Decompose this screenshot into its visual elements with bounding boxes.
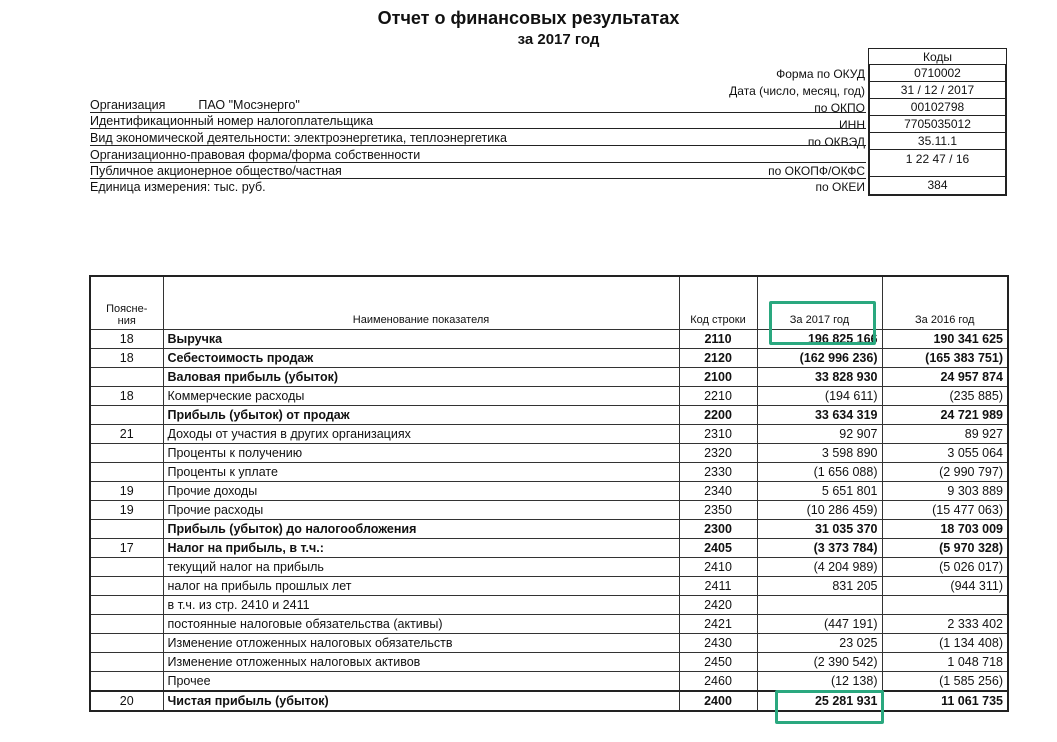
column-header-2016: За 2016 год: [882, 276, 1008, 330]
table-row: [90, 501, 1008, 520]
table-row: [90, 368, 1008, 387]
row-name: Прочие расходы: [163, 501, 679, 520]
row-name: Коммерческие расходы: [163, 387, 679, 406]
okud-value: 0710002: [870, 65, 1005, 82]
row-note: [90, 463, 163, 482]
financial-results-table: [89, 275, 1009, 712]
row-code: 2120: [679, 349, 757, 368]
table-row: [90, 653, 1008, 672]
row-value-2016: (1 585 256): [882, 672, 1008, 692]
inn-value: 7705035012: [870, 116, 1005, 133]
row-code: 2110: [679, 330, 757, 349]
row-value-2017: 5 651 801: [757, 482, 882, 501]
row-name: Валовая прибыль (убыток): [163, 368, 679, 387]
row-code: 2405: [679, 539, 757, 558]
row-value-2017: 33 828 930: [757, 368, 882, 387]
row-note: [90, 406, 163, 425]
row-note: [90, 615, 163, 634]
column-header-code: Код строки: [679, 276, 757, 330]
codes-heading: Коды: [868, 48, 1007, 65]
row-value-2017: (162 996 236): [757, 349, 882, 368]
table-row: [90, 691, 1008, 711]
row-name: Прибыль (убыток) до налогообложения: [163, 520, 679, 539]
row-name: текущий налог на прибыль: [163, 558, 679, 577]
row-name: Себестоимость продаж: [163, 349, 679, 368]
row-value-2017: (4 204 989): [757, 558, 882, 577]
row-value-2016: 89 927: [882, 425, 1008, 444]
row-value-2017: [757, 596, 882, 615]
row-value-2016: (5 970 328): [882, 539, 1008, 558]
row-note: 18: [90, 330, 163, 349]
row-code: 2330: [679, 463, 757, 482]
row-name: Чистая прибыль (убыток): [163, 691, 679, 711]
row-value-2017: 31 035 370: [757, 520, 882, 539]
okopf-label: по ОКОПФ/ОКФС: [768, 164, 865, 178]
okved-label: по ОКВЭД: [807, 135, 865, 149]
column-header-name: Наименование показателя: [163, 276, 679, 330]
row-note: 18: [90, 349, 163, 368]
row-name: Выручка: [163, 330, 679, 349]
row-value-2016: (5 026 017): [882, 558, 1008, 577]
row-value-2016: 1 048 718: [882, 653, 1008, 672]
row-value-2017: 25 281 931: [757, 691, 882, 711]
row-value-2016: 11 061 735: [882, 691, 1008, 711]
row-name: Проценты к получению: [163, 444, 679, 463]
row-value-2016: (165 383 751): [882, 349, 1008, 368]
okud-label: Форма по ОКУД: [776, 67, 865, 81]
row-value-2017: 92 907: [757, 425, 882, 444]
row-value-2017: (447 191): [757, 615, 882, 634]
date-label: Дата (число, месяц, год): [729, 84, 865, 98]
report-title: Отчет о финансовых результатах: [377, 8, 680, 28]
row-value-2016: 9 303 889: [882, 482, 1008, 501]
row-value-2016: 18 703 009: [882, 520, 1008, 539]
table-row: [90, 577, 1008, 596]
table-row: [90, 425, 1008, 444]
row-name: постоянные налоговые обязательства (активы): [163, 615, 679, 634]
table-row: [90, 463, 1008, 482]
note-header-text: Поясне- ния: [106, 303, 148, 327]
table-row: [90, 634, 1008, 653]
report-period: за 2017 год: [517, 31, 600, 48]
row-code: 2100: [679, 368, 757, 387]
row-value-2016: 2 333 402: [882, 615, 1008, 634]
row-name: налог на прибыль прошлых лет: [163, 577, 679, 596]
row-note: [90, 558, 163, 577]
unit-line: Единица измерения: тыс. руб.: [90, 180, 266, 194]
row-value-2017: (10 286 459): [757, 501, 882, 520]
row-value-2016: 190 341 625: [882, 330, 1008, 349]
row-note: 19: [90, 501, 163, 520]
row-name: Изменение отложенных налоговых обязательств: [163, 634, 679, 653]
organization-line: [90, 98, 866, 113]
row-note: [90, 653, 163, 672]
row-value-2017: 3 598 890: [757, 444, 882, 463]
legal-form-line: Организационно-правовая форма/форма собственности: [90, 148, 866, 163]
date-value: 31 / 12 / 2017: [870, 82, 1005, 99]
column-header-2017: За 2017 год: [757, 276, 882, 330]
row-value-2017: 196 825 166: [757, 330, 882, 349]
okopf-value: 1 22 47 / 16: [870, 150, 1005, 177]
row-note: [90, 520, 163, 539]
table-row: [90, 539, 1008, 558]
row-code: 2450: [679, 653, 757, 672]
row-value-2017: 23 025: [757, 634, 882, 653]
row-value-2017: (2 390 542): [757, 653, 882, 672]
row-note: [90, 672, 163, 692]
row-code: 2411: [679, 577, 757, 596]
row-code: 2420: [679, 596, 757, 615]
row-note: [90, 444, 163, 463]
row-value-2017: (194 611): [757, 387, 882, 406]
row-code: 2210: [679, 387, 757, 406]
row-code: 2460: [679, 672, 757, 692]
row-value-2016: (1 134 408): [882, 634, 1008, 653]
row-name: Доходы от участия в других организациях: [163, 425, 679, 444]
codes-column: [868, 65, 1007, 196]
table-row: [90, 615, 1008, 634]
table-row: [90, 482, 1008, 501]
table-row: [90, 558, 1008, 577]
row-note: 17: [90, 539, 163, 558]
row-code: 2421: [679, 615, 757, 634]
row-value-2016: (2 990 797): [882, 463, 1008, 482]
table-row: [90, 330, 1008, 349]
okpo-label: по ОКПО: [814, 101, 865, 115]
row-value-2017: (1 656 088): [757, 463, 882, 482]
row-note: [90, 368, 163, 387]
row-code: 2200: [679, 406, 757, 425]
table-row: [90, 349, 1008, 368]
row-value-2016: (235 885): [882, 387, 1008, 406]
table-row: [90, 520, 1008, 539]
row-name: Прочее: [163, 672, 679, 692]
row-note: 21: [90, 425, 163, 444]
row-note: [90, 577, 163, 596]
row-value-2016: [882, 596, 1008, 615]
organization-name: ПАО "Мосэнерго": [198, 98, 300, 112]
table-row: [90, 596, 1008, 615]
row-name: Изменение отложенных налоговых активов: [163, 653, 679, 672]
okpo-value: 00102798: [870, 99, 1005, 116]
row-name: Прочие доходы: [163, 482, 679, 501]
row-name: Проценты к уплате: [163, 463, 679, 482]
activity-line: Вид экономической деятельности: электроэнергетика, теплоэнергетика: [90, 131, 866, 146]
row-value-2016: 24 721 989: [882, 406, 1008, 425]
row-code: 2310: [679, 425, 757, 444]
row-value-2016: (944 311): [882, 577, 1008, 596]
row-code: 2410: [679, 558, 757, 577]
row-code: 2400: [679, 691, 757, 711]
row-code: 2300: [679, 520, 757, 539]
row-note: 20: [90, 691, 163, 711]
row-code: 2350: [679, 501, 757, 520]
row-code: 2320: [679, 444, 757, 463]
row-value-2017: (3 373 784): [757, 539, 882, 558]
table-row: [90, 406, 1008, 425]
row-note: [90, 596, 163, 615]
ownership-line: Публичное акционерное общество/частная: [90, 164, 866, 179]
row-value-2016: 24 957 874: [882, 368, 1008, 387]
row-name: в т.ч. из стр. 2410 и 2411: [163, 596, 679, 615]
taxpayer-id-line: Идентификационный номер налогоплательщика: [90, 114, 866, 129]
row-note: 18: [90, 387, 163, 406]
okved-value: 35.11.1: [870, 133, 1005, 150]
okei-label: по ОКЕИ: [815, 180, 865, 194]
okei-value: 384: [927, 178, 948, 192]
row-value-2017: (12 138): [757, 672, 882, 692]
row-value-2017: 831 205: [757, 577, 882, 596]
table-row: [90, 672, 1008, 692]
row-code: 2340: [679, 482, 757, 501]
row-value-2017: 33 634 319: [757, 406, 882, 425]
inn-label: ИНН: [839, 118, 865, 132]
row-code: 2430: [679, 634, 757, 653]
row-value-2016: 3 055 064: [882, 444, 1008, 463]
table-row: [90, 444, 1008, 463]
column-header-note: [90, 276, 163, 330]
row-name: Налог на прибыль, в т.ч.:: [163, 539, 679, 558]
row-value-2016: (15 477 063): [882, 501, 1008, 520]
row-name: Прибыль (убыток) от продаж: [163, 406, 679, 425]
row-note: [90, 634, 163, 653]
table-row: [90, 387, 1008, 406]
organization-label: Организация: [90, 98, 166, 112]
row-note: 19: [90, 482, 163, 501]
